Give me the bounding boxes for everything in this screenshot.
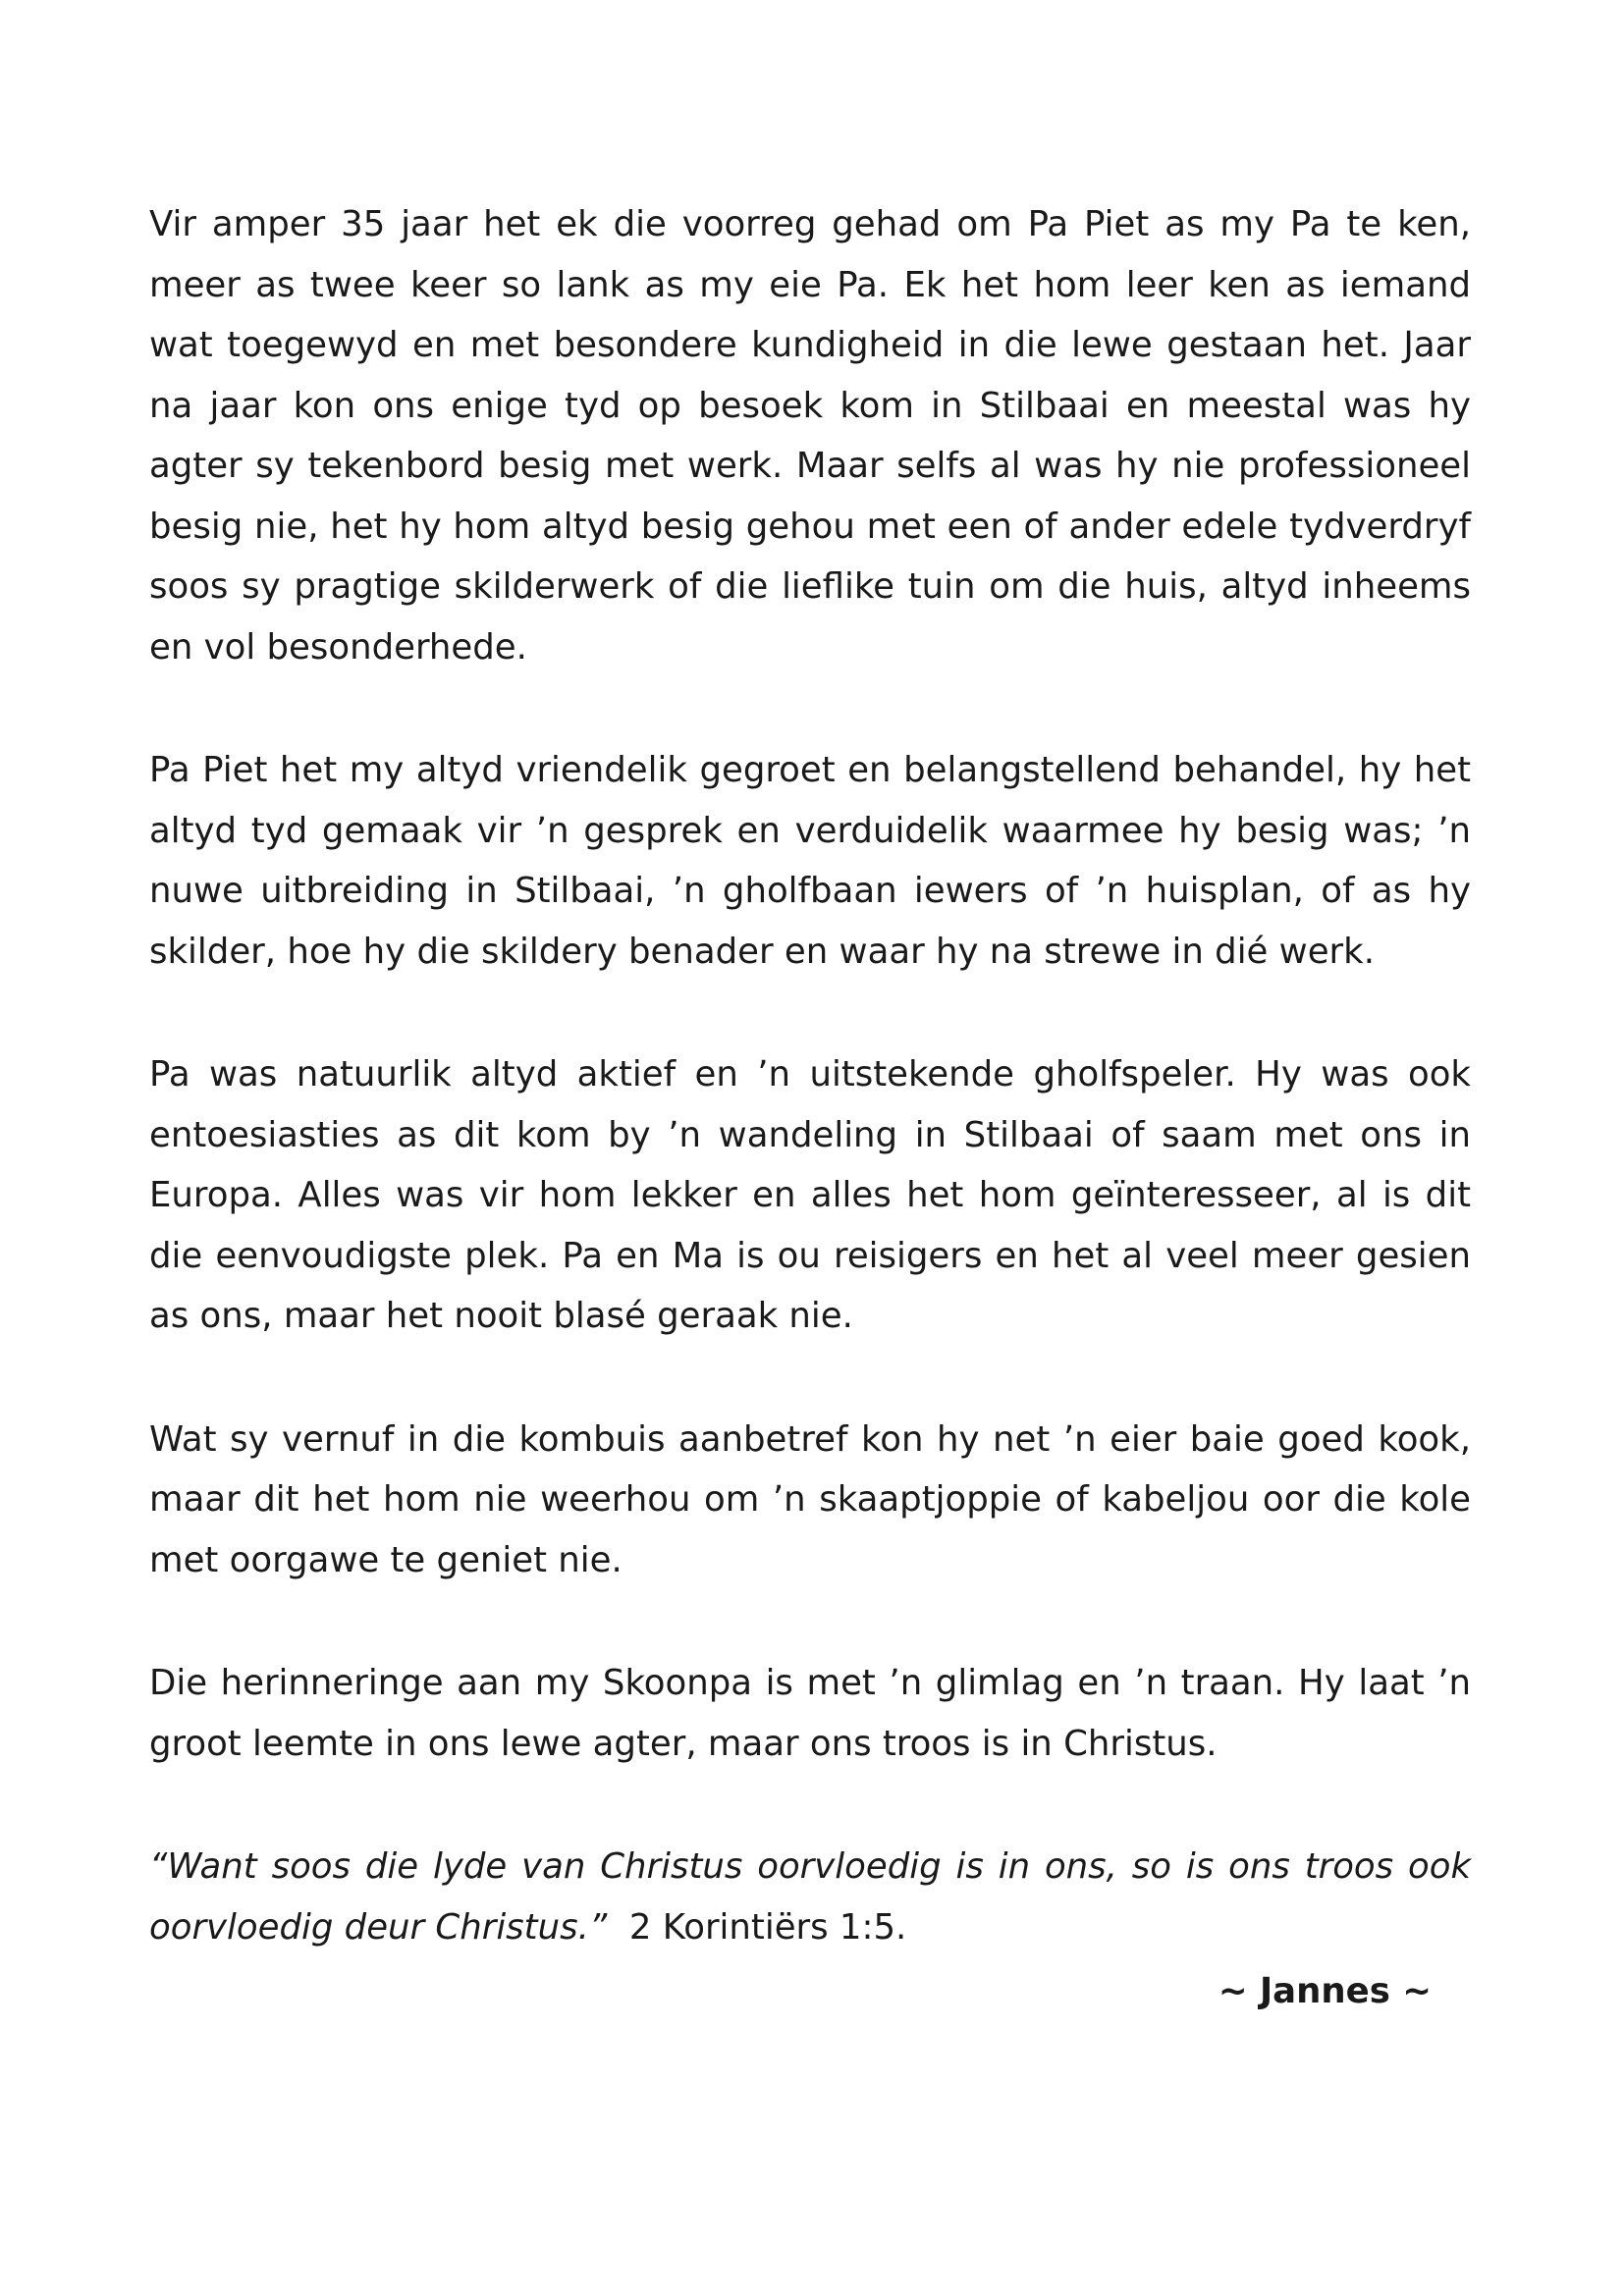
paragraph-4: Wat sy vernuf in die kombuis aanbetref kon hy net ’n eier baie goed kook, maar dit het hom nie weerhou om ’n skaaptjoppie of kabeljou oor die kole met oorgawe te geniet nie. — [149, 1418, 1471, 1580]
letter-body — [149, 194, 1471, 2022]
quote-text: “Want soos die lyde van Christus oorvloedig is in ons, so is ons troos ook oorvloedig deur Christus.” — [149, 1846, 1471, 1948]
paragraph-1: Vir amper 35 jaar het ek die voorreg gehad om Pa Piet as my Pa te ken, meer as twee keer so lank as my eie Pa. Ek het hom leer ken as iemand wat toegewyd en met besondere kundigheid in die lewe gestaan het. Jaar na jaar kon ons enige tyd op besoek kom in Stilbaai en meestal was hy agter sy tekenbord besig met werk. Maar selfs al was hy nie professioneel besig nie, het hy hom altyd besig gehou met een of ander edele tydverdryf soos sy pragtige skilderwerk of die lieflike tuin om die huis, altyd inheems en vol besonderhede. — [149, 204, 1471, 667]
scripture-quote — [149, 1837, 1471, 1957]
quote-reference: 2 Korintiërs 1:5. — [607, 1906, 907, 1948]
paragraph-5: Die herinneringe aan my Skoonpa is met ’n glimlag en ’n traan. Hy laat ’n groot leemte in ons lewe agter, maar ons troos is in Christus. — [149, 1663, 1471, 1764]
signature: ~ Jannes ~ — [1218, 1971, 1432, 2011]
paragraph-2: Pa Piet het my altyd vriendelik gegroet en belangstellend behandel, hy het altyd tyd gemaak vir ’n gesprek en verduidelik waarmee hy besig was; ’n nuwe uitbreiding in Stilbaai, ’n gholfbaan iewers of ’n huisplan, of as hy skilder, hoe hy die skildery benader en waar hy na strewe in dié werk. — [149, 750, 1471, 972]
paragraph-3: Pa was natuurlik altyd aktief en ’n uitstekende gholfspeler. Hy was ook entoesiasties as dit kom by ’n wandeling in Stilbaai of saam met ons in Europa. Alles was vir hom lekker en alles het hom geïnteresseer, al is dit die eenvoudigste plek. Pa en Ma is ou reisigers en het al veel meer gesien as ons, maar het nooit blasé geraak nie. — [149, 1054, 1471, 1336]
